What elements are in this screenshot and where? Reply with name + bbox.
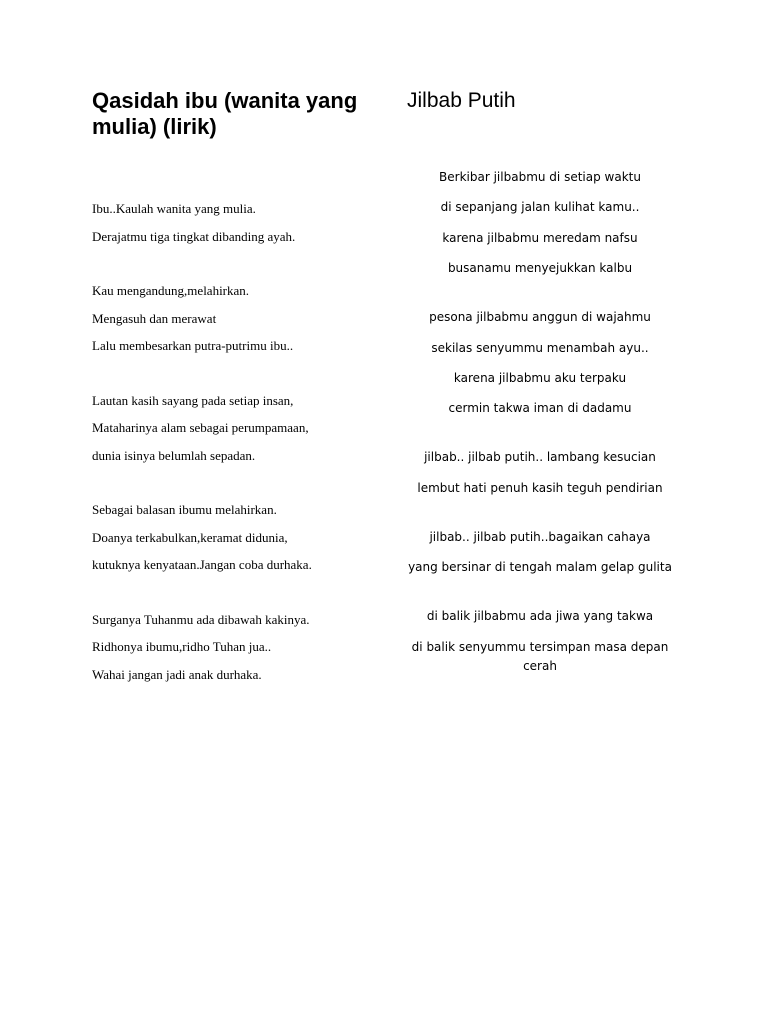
right-column	[405, 88, 675, 706]
lyric-line: di sepanjang jalan kulihat kamu..	[440, 200, 640, 215]
lyric-line: cermin takwa iman di dadamu	[448, 401, 632, 416]
right-stanza-2	[405, 308, 675, 418]
lyric-line: Doanya terkabulkan,keramat didunia,	[92, 529, 288, 545]
left-song-title: Qasidah ibu (wanita yang mulia) (lirik)	[92, 88, 358, 139]
right-stanza-5	[405, 607, 675, 675]
lyric-line: Wahai jangan jadi anak durhaka.	[92, 666, 262, 682]
lyric-line: karena jilbabmu meredam nafsu	[442, 230, 638, 245]
lyric-line: karena jilbabmu aku terpaku	[453, 370, 627, 385]
lyric-line: Ibu..Kaulah wanita yang mulia.	[92, 201, 256, 216]
lyric-line: jilbab.. jilbab putih..bagaikan cahaya	[429, 529, 651, 544]
left-lyrics	[92, 195, 382, 688]
lyric-line: Ridhonya ibumu,ridho Tuhan jua..	[92, 639, 272, 654]
left-stanza-2	[92, 277, 382, 360]
lyric-line: Kau mengandung,melahirkan.	[92, 283, 250, 298]
right-stanza-1	[405, 168, 675, 278]
lyric-line: pesona jilbabmu anggun di wajahmu	[429, 310, 651, 325]
lyric-line: Mengasuh dan merawat	[92, 310, 217, 326]
left-stanza-5	[92, 606, 382, 689]
lyric-line: dunia isinya belumlah sepadan.	[92, 447, 256, 463]
left-stanza-4	[92, 496, 382, 579]
lyric-line: Sebagai balasan ibumu melahirkan.	[92, 502, 277, 517]
lyric-line: jilbab.. jilbab putih.. lambang kesucian	[424, 450, 656, 465]
lyric-line: Derajatmu tiga tingkat dibanding ayah.	[92, 228, 296, 244]
lyric-line: Berkibar jilbabmu di setiap waktu	[439, 170, 641, 184]
lyric-line: lembut hati penuh kasih teguh pendirian	[417, 480, 663, 495]
right-stanza-3	[405, 448, 675, 497]
lyric-line: sekilas senyummu menambah ayu..	[431, 340, 649, 355]
lyric-line: Mataharinya alam sebagai perumpamaan,	[92, 420, 309, 435]
right-stanza-4	[405, 528, 675, 577]
right-song-title: Jilbab Putih	[407, 89, 516, 112]
lyric-line: Lalu membesarkan putra-putrimu ibu..	[92, 338, 294, 353]
lyric-line: Surganya Tuhanmu ada dibawah kakinya.	[92, 611, 310, 627]
lyric-line: Lautan kasih sayang pada setiap insan,	[92, 392, 294, 408]
left-column	[92, 88, 382, 715]
right-lyrics	[405, 168, 675, 676]
left-stanza-1	[92, 195, 382, 250]
lyric-line: di balik jilbabmu ada jiwa yang takwa	[426, 609, 654, 624]
lyric-line: busanamu menyejukkan kalbu	[447, 261, 633, 276]
lyric-line: yang bersinar di tengah malam gelap gulita	[408, 560, 672, 575]
lyric-line: di balik senyummu tersimpan masa depan cerah	[411, 639, 669, 673]
left-stanza-3	[92, 387, 382, 470]
lyric-line: kutuknya kenyataan.Jangan coba durhaka.	[92, 557, 312, 572]
